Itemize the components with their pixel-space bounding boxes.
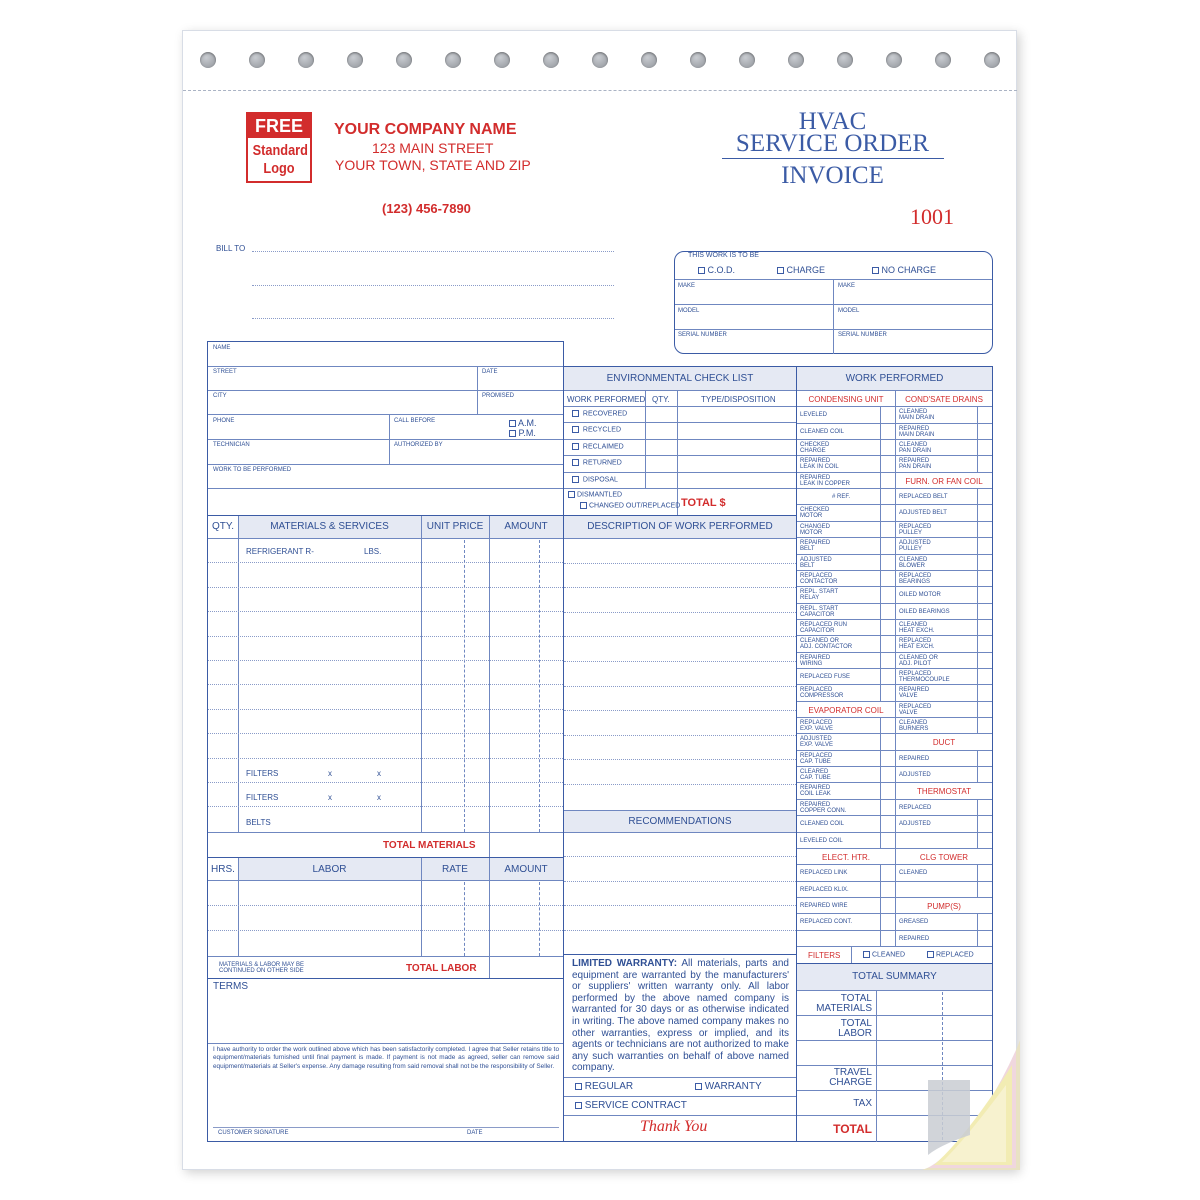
labor-col-rate: RATE (442, 864, 468, 875)
wp-check-cell[interactable] (977, 930, 978, 946)
wp-right-item: REPLACED HEAT EXCH. (899, 638, 935, 651)
filters-label-2: FILTERS (246, 793, 279, 802)
refrigerant-label: REFRIGERANT R- (246, 547, 314, 556)
description-line (564, 636, 796, 637)
table-row (208, 758, 563, 759)
recommendation-line (564, 856, 796, 857)
wp-right-item: ADJUSTED (899, 772, 931, 779)
signature-date-label: DATE (467, 1130, 483, 1136)
wp-right-heading: COND'SATE DRAINS (905, 395, 983, 404)
date-label: DATE (482, 369, 498, 375)
wp-left-heading: ELECT. HTR. (821, 852, 870, 862)
wp-right-item: REPAIRED (899, 755, 930, 762)
env-item-reclaimed[interactable] (572, 443, 624, 450)
wp-left-item: REPAIRED LEAK IN COIL (800, 458, 839, 471)
wp-right-item: CLEANED (899, 870, 928, 877)
wp-left-item: ADJUSTED EXP. VALVE (800, 736, 834, 749)
name-label: NAME (213, 345, 231, 351)
wp-left-item: REPLACED CONTACTOR (800, 572, 838, 585)
wp-right-item: GREASED (899, 919, 929, 926)
service-contract-checkbox[interactable]: SERVICE CONTRACT (575, 1100, 687, 1111)
labor-col-amount: AMOUNT (504, 864, 548, 875)
binder-hole (837, 52, 853, 68)
wp-left-item: CLEANED COIL (800, 821, 845, 828)
wp-check-cell[interactable] (880, 881, 881, 897)
title-service-order: SERVICE ORDER (735, 130, 930, 157)
env-item-recycled[interactable] (572, 426, 621, 433)
checkbox-icon[interactable] (572, 426, 579, 433)
wp-check-cell[interactable] (880, 570, 881, 586)
wp-left-item: REPLACED FUSE (800, 674, 851, 680)
wp-left-item: REPL. START CAPACITOR (800, 605, 839, 618)
serial-label-1: SERIAL NUMBER (678, 332, 727, 338)
checkbox-icon[interactable] (572, 443, 579, 450)
recommendation-line (564, 905, 796, 906)
wp-right-item: REPAIRED (899, 935, 930, 942)
wp-check-cell[interactable] (977, 570, 978, 586)
cod-option[interactable]: C.O.D. (698, 265, 735, 275)
wp-check-cell[interactable] (880, 455, 881, 471)
wp-check-cell[interactable] (880, 521, 881, 537)
wp-check-cell[interactable] (977, 406, 978, 422)
signature-label: CUSTOMER SIGNATURE (218, 1130, 289, 1136)
promised-label: PROMISED (482, 393, 515, 399)
filters-label-1: FILTERS (246, 769, 279, 778)
wp-right-heading: DUCT (932, 738, 956, 748)
pm-checkbox[interactable]: P.M. (509, 428, 536, 438)
wp-check-cell[interactable] (977, 455, 978, 471)
wp-left-item: REPAIRED WIRE (800, 902, 848, 909)
table-row (208, 806, 563, 807)
make-label-1: MAKE (678, 283, 696, 289)
description-line (564, 759, 796, 760)
wp-left-heading: CONDENSING UNIT (808, 395, 884, 404)
wp-right-heading: CLG TOWER (919, 852, 969, 862)
binder-hole (935, 52, 951, 68)
description-line (564, 710, 796, 711)
wp-cleaned-checkbox[interactable]: CLEANED (863, 951, 905, 958)
authority-text: I have authority to order the work outlined above which has been satisfactorily completed. I agree that Seller retains title to equipment/materials furnished until final payment is made. If payment is not made as agreed, seller can remove said equipment/materials at Seller's expense. Any damage resulting from said removal shall not be the responsibility of Seller. (213, 1046, 559, 1070)
page-curl-icon (920, 1040, 1020, 1170)
wp-check-cell[interactable] (880, 586, 881, 602)
wp-right-item: REPLACED (899, 804, 932, 811)
wp-check-cell[interactable] (880, 554, 881, 570)
wp-check-cell[interactable] (880, 930, 881, 946)
binder-hole (984, 52, 1000, 68)
binder-hole (690, 52, 706, 68)
wp-check-cell[interactable] (977, 684, 978, 700)
model-label-2: MODEL (838, 308, 860, 314)
wp-filters-label: FILTERS (808, 951, 841, 960)
wp-check-cell[interactable] (977, 619, 978, 635)
table-row (208, 636, 563, 637)
table-row (208, 709, 563, 710)
env-col-work: WORK PERFORMED (567, 395, 646, 404)
summary-materials-2: MATERIALS (816, 1003, 872, 1014)
wp-check-cell[interactable] (977, 913, 978, 929)
wp-left-item: REPAIRED WIRING (800, 654, 831, 667)
wp-check-cell[interactable] (880, 864, 881, 880)
wp-right-heading: THERMOSTAT (917, 787, 971, 797)
table-row (208, 782, 563, 783)
wp-check-cell[interactable] (977, 423, 978, 439)
wp-check-cell[interactable] (880, 406, 881, 422)
wp-left-item: REPLACED CAP. TUBE (800, 752, 833, 765)
wp-check-cell[interactable] (880, 668, 881, 684)
description-line (564, 563, 796, 564)
wp-check-cell[interactable] (977, 586, 978, 602)
work-to-perform-label: WORK TO BE PERFORMED (213, 467, 292, 473)
wp-right-item: CLEANED OR ADJ. PILOT (899, 654, 939, 667)
table-row (208, 562, 563, 563)
wp-check-cell[interactable] (880, 782, 881, 798)
binder-hole (788, 52, 804, 68)
env-item-label: RECYCLED (582, 426, 622, 434)
wp-check-cell[interactable] (977, 635, 978, 651)
binder-hole (396, 52, 412, 68)
wp-left-item: REPLACED KLIX. (800, 886, 849, 893)
wp-check-cell[interactable] (977, 439, 978, 455)
wp-left-item: LEVELED COIL (800, 837, 843, 844)
wp-check-cell[interactable] (880, 766, 881, 782)
bill-to-label: BILL TO (216, 244, 246, 253)
binder-hole (886, 52, 902, 68)
filters-x-1b: x (377, 769, 381, 778)
wp-left-item: CLEANED OR ADJ. CONTACTOR (800, 638, 853, 651)
wp-check-cell[interactable] (880, 619, 881, 635)
company-town: YOUR TOWN, STATE AND ZIP (335, 157, 531, 173)
wp-check-cell[interactable] (880, 635, 881, 651)
description-line (564, 661, 796, 662)
filters-x-1a: x (328, 769, 332, 778)
warranty-text (572, 958, 789, 1074)
wp-check-cell[interactable] (977, 881, 978, 897)
wp-left-item: CHECKED MOTOR (800, 507, 830, 520)
description-line (564, 686, 796, 687)
checkbox-icon[interactable] (572, 410, 579, 417)
description-line (564, 612, 796, 613)
wp-check-cell[interactable] (977, 864, 978, 880)
wp-left-item: CHECKED CHARGE (800, 442, 830, 455)
company-phone: (123) 456-7890 (382, 201, 471, 216)
recommendations-title: RECOMMENDATIONS (628, 816, 732, 827)
wp-check-cell[interactable] (880, 832, 881, 848)
serial-label-2: SERIAL NUMBER (838, 332, 887, 338)
wp-right-item: CLEANED PAN DRAIN (899, 442, 932, 455)
technician-label: TECHNICIAN (213, 442, 250, 448)
total-materials-label: TOTAL MATERIALS (383, 840, 476, 851)
description-line (564, 784, 796, 785)
wp-check-cell[interactable] (880, 488, 881, 504)
wp-left-item: REPLACED COMPRESSOR (800, 687, 844, 700)
wp-right-item: REPAIRED MAIN DRAIN (899, 425, 935, 438)
wp-check-cell[interactable] (880, 603, 881, 619)
table-row (208, 660, 563, 661)
binder-hole (445, 52, 461, 68)
labor-col-title: LABOR (312, 864, 347, 875)
mat-col-title: MATERIALS & SERVICES (270, 521, 389, 532)
env-item-disposal[interactable] (572, 476, 618, 483)
wp-left-item: REPAIRED BELT (800, 540, 831, 553)
wp-left-item: REPAIRED LEAK IN COPPER (800, 474, 851, 487)
filters-x-2a: x (328, 793, 332, 802)
summary-travel-1: TRAVEL (833, 1067, 872, 1078)
wp-left-item: REPLACED EXP. VALVE (800, 720, 834, 733)
lbs-label: LBS. (364, 547, 382, 556)
wp-right-item: OILED MOTOR (899, 592, 941, 599)
env-item-label: DISPOSAL (582, 475, 618, 483)
perforation-line (183, 90, 1017, 91)
checkbox-icon[interactable] (572, 459, 579, 466)
company-street: 123 MAIN STREET (372, 140, 494, 156)
wp-left-item: CHANGED MOTOR (800, 523, 831, 536)
wp-right-item: REPAIRED VALVE (899, 687, 930, 700)
wp-check-cell[interactable] (880, 423, 881, 439)
wp-check-cell[interactable] (977, 750, 978, 766)
wp-check-cell[interactable] (977, 537, 978, 553)
warranty-body: All materials, parts and equipment are warranted by the manufacturers' or suppliers' written warranty only. All labor performed by the above named company is warranted for 30 days or as otherwise indicated in writing. The above named company makes no other warranties, express or implied, and its agents or technicians are not authorized to make any such warranties on behalf of above named company. (572, 958, 789, 1074)
wp-right-item: REPLACED VALVE (899, 703, 932, 716)
wp-check-cell[interactable] (880, 537, 881, 553)
wp-right-item: CLEANED HEAT EXCH. (899, 621, 935, 634)
binder-hole (543, 52, 559, 68)
wp-right-item: ADJUSTED BELT (899, 510, 947, 517)
description-line (564, 587, 796, 588)
wp-replaced-checkbox[interactable]: REPLACED (927, 951, 974, 958)
wp-right-item: REPLACED BEARINGS (899, 572, 932, 585)
regular-checkbox[interactable]: REGULAR (575, 1081, 633, 1092)
summary-travel-2: CHARGE (829, 1077, 872, 1088)
title-hvac: HVAC (798, 108, 867, 135)
env-item-label: RECOVERED (582, 410, 628, 418)
env-item-returned[interactable] (572, 459, 622, 466)
labor-note-1: MATERIALS & LABOR MAY BE (219, 962, 305, 968)
env-total: TOTAL $ (681, 497, 726, 509)
logo-box (246, 112, 312, 183)
binder-hole (592, 52, 608, 68)
table-row (208, 684, 563, 685)
wp-left-item: ADJUSTED BELT (800, 556, 832, 569)
street-label: STREET (213, 369, 237, 375)
summary-tax: TAX (853, 1098, 872, 1109)
binder-hole (347, 52, 363, 68)
env-col-type: TYPE/DISPOSITION (701, 395, 776, 404)
changed-out-checkbox[interactable]: CHANGED OUT/REPLACED (580, 502, 680, 509)
wp-right-item: REPAIRED PAN DRAIN (899, 458, 932, 471)
mat-col-amount: AMOUNT (504, 521, 548, 532)
company-name: YOUR COMPANY NAME (334, 121, 517, 138)
wp-check-cell[interactable] (880, 733, 881, 749)
table-row (208, 587, 563, 588)
wp-right-item: OILED BEARINGS (899, 608, 950, 615)
city-label: CITY (213, 393, 227, 399)
logo-line1: FREE (254, 116, 303, 136)
work-performed-title: WORK PERFORMED (845, 373, 944, 384)
wp-check-cell[interactable] (977, 652, 978, 668)
wp-check-cell[interactable] (977, 766, 978, 782)
summary-labor-1: TOTAL (840, 1018, 872, 1029)
description-title: DESCRIPTION OF WORK PERFORMED (587, 521, 773, 532)
title-invoice: INVOICE (781, 162, 884, 189)
binder-hole (249, 52, 265, 68)
summary-labor-2: LABOR (838, 1028, 872, 1039)
wp-check-cell[interactable] (977, 488, 978, 504)
summary-title: TOTAL SUMMARY (852, 971, 937, 982)
wp-right-item: ADJUSTED PULLEY (899, 540, 931, 553)
recommendation-line (564, 930, 796, 931)
thank-you: Thank You (640, 1118, 708, 1135)
checkbox-icon[interactable] (572, 476, 579, 483)
wp-left-item: REPAIRED COIL LEAK (800, 785, 831, 798)
binder-hole (200, 52, 216, 68)
wp-right-item: CLEANED BLOWER (899, 556, 928, 569)
dismantled-checkbox[interactable]: DISMANTLED (568, 491, 622, 498)
wp-check-cell[interactable] (977, 815, 978, 831)
wp-check-cell[interactable] (880, 750, 881, 766)
wp-check-cell[interactable] (977, 701, 978, 717)
table-row (208, 733, 563, 734)
mat-col-qty: QTY. (212, 521, 235, 532)
wp-left-item: REPL. START RELAY (800, 589, 839, 602)
binder-hole (641, 52, 657, 68)
wp-check-cell[interactable] (880, 504, 881, 520)
wp-left-item: CLEARED CAP. TUBE (800, 769, 831, 782)
wp-check-cell[interactable] (880, 717, 881, 733)
binder-hole (739, 52, 755, 68)
wp-check-cell[interactable] (977, 668, 978, 684)
env-item-recovered[interactable] (572, 410, 627, 417)
env-title: ENVIRONMENTAL CHECK LIST (606, 373, 754, 384)
work-type-caption: THIS WORK IS TO BE (688, 252, 759, 259)
binder-hole (494, 52, 510, 68)
wp-check-cell[interactable] (977, 832, 978, 848)
wp-right-item: REPLACED THERMOCOUPLE (899, 671, 950, 683)
env-item-label: RETURNED (582, 459, 622, 467)
wp-check-cell[interactable] (880, 439, 881, 455)
logo-line3: Logo (263, 160, 295, 177)
wp-left-item: REPLACED CONT. (800, 919, 853, 926)
invoice-number: 1001 (910, 204, 954, 229)
wp-check-cell[interactable] (977, 799, 978, 815)
wp-right-item: CLEANED MAIN DRAIN (899, 409, 935, 422)
wp-left-item: REPLACED RUN CAPACITOR (800, 621, 848, 634)
call-before-label: CALL BEFORE (394, 418, 436, 424)
wp-check-cell[interactable] (880, 472, 881, 488)
wp-check-cell[interactable] (880, 913, 881, 929)
total-labor-label: TOTAL LABOR (406, 963, 477, 974)
wp-right-heading: PUMP(S) (927, 901, 961, 911)
wp-check-cell[interactable] (880, 799, 881, 815)
filters-x-2b: x (377, 793, 381, 802)
wp-check-cell[interactable] (977, 717, 978, 733)
wp-left-item: # REF. (831, 494, 850, 501)
wp-right-heading: FURN. OR FAN COIL (905, 476, 983, 486)
model-label-1: MODEL (678, 308, 700, 314)
wp-right-item: REPLACED BELT (899, 494, 948, 501)
summary-materials-1: TOTAL (840, 993, 872, 1004)
wp-left-item: CLEANED COIL (800, 428, 845, 435)
wp-right-item: REPLACED PULLEY (899, 523, 932, 536)
binder-hole (298, 52, 314, 68)
phone-label: PHONE (213, 418, 235, 424)
am-checkbox[interactable]: A.M. (509, 418, 537, 428)
env-col-qty: QTY. (652, 395, 670, 404)
wp-right-item: CLEANED BURNERS (899, 720, 929, 733)
warranty-checkbox[interactable]: WARRANTY (695, 1081, 762, 1092)
belts-label: BELTS (246, 818, 271, 827)
wp-check-cell[interactable] (977, 603, 978, 619)
wp-check-cell[interactable] (880, 815, 881, 831)
wp-check-cell[interactable] (880, 652, 881, 668)
recommendation-line (564, 881, 796, 882)
env-item-label: RECLAIMED (582, 443, 624, 451)
wp-right-item: ADJUSTED (899, 821, 931, 828)
description-line (564, 735, 796, 736)
authorized-label: AUTHORIZED BY (394, 442, 443, 448)
wp-check-cell[interactable] (880, 684, 881, 700)
labor-note-2: CONTINUED ON OTHER SIDE (219, 968, 304, 974)
wp-check-cell[interactable] (977, 521, 978, 537)
wp-left-item: REPAIRED COPPER CONN. (800, 801, 847, 814)
logo-line2: Standard (252, 142, 308, 159)
wp-check-cell[interactable] (977, 504, 978, 520)
warranty-title: LIMITED WARRANTY: (572, 958, 678, 969)
table-row (208, 611, 563, 612)
charge-option[interactable]: CHARGE (777, 265, 825, 275)
labor-col-hrs: HRS. (211, 864, 235, 875)
summary-total: TOTAL (833, 1122, 872, 1136)
no-charge-option[interactable]: NO CHARGE (872, 265, 936, 275)
terms-title: TERMS (213, 981, 248, 992)
wp-left-heading: EVAPORATOR COIL (808, 705, 884, 715)
wp-left-item: REPLACED LINK (800, 870, 848, 877)
make-label-2: MAKE (838, 283, 856, 289)
wp-check-cell[interactable] (977, 554, 978, 570)
mat-col-unit: UNIT PRICE (426, 521, 484, 532)
wp-left-item: LEVELED (800, 412, 828, 419)
wp-check-cell[interactable] (880, 897, 881, 913)
